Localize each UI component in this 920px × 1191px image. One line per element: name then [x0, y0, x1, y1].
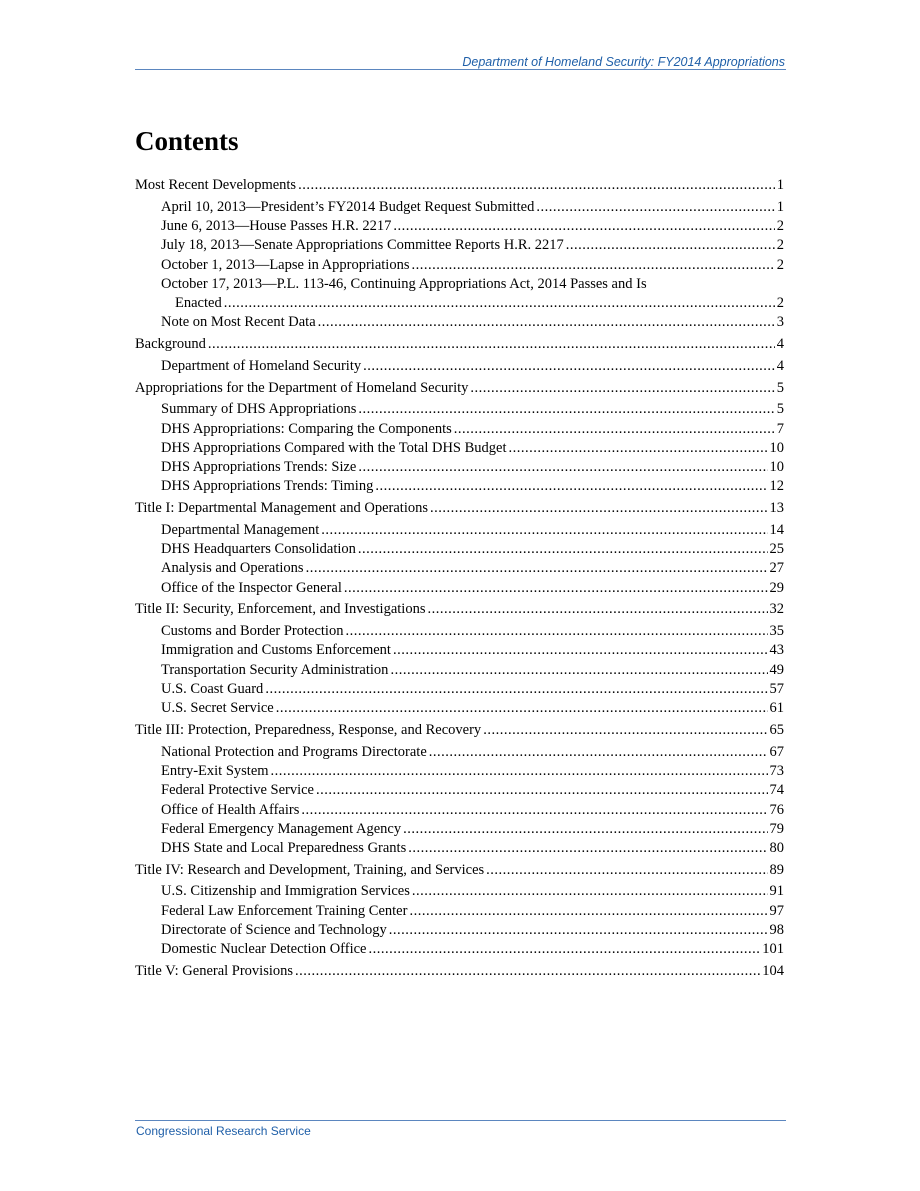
- toc-entry-title-3[interactable]: [135, 721, 784, 740]
- toc-entry-label: DHS Appropriations Compared with the Total DHS Budget: [161, 439, 507, 456]
- toc-entry-label: Office of the Inspector General: [161, 579, 342, 596]
- header-divider: [135, 69, 786, 70]
- toc-entry-label: June 6, 2013—House Passes H.R. 2217: [161, 217, 392, 234]
- dot-leader: [345, 622, 767, 641]
- dot-leader: [271, 762, 768, 781]
- toc-entry-label: Federal Protective Service: [161, 782, 314, 799]
- toc-page-number: 73: [769, 762, 784, 779]
- dot-leader: [509, 439, 768, 458]
- toc-entry-label: Title IV: Research and Development, Training, and Services: [135, 861, 485, 878]
- toc-entry-october-17[interactable]: [135, 294, 784, 313]
- toc-page-number: 7: [776, 420, 784, 437]
- dot-leader: [358, 458, 767, 477]
- running-header: Department of Homeland Security: FY2014 Appropriations: [462, 55, 785, 69]
- toc-entry-preparedness-grants[interactable]: [135, 839, 784, 858]
- toc-page-number: 35: [769, 623, 784, 640]
- toc-entry-nppd[interactable]: [135, 743, 784, 762]
- dot-leader: [265, 680, 767, 699]
- dot-leader: [566, 236, 775, 255]
- table-of-contents: [135, 176, 784, 981]
- toc-entry-april-10[interactable]: [135, 198, 784, 217]
- toc-entry-label: National Protection and Programs Directorate: [161, 743, 427, 760]
- toc-page-number: 5: [776, 379, 784, 396]
- toc-entry-compared-total[interactable]: [135, 439, 784, 458]
- dot-leader: [403, 820, 767, 839]
- dot-leader: [430, 499, 767, 518]
- toc-page-number: 4: [776, 357, 784, 374]
- dot-leader: [298, 176, 775, 195]
- dot-leader: [301, 801, 767, 820]
- dot-leader: [483, 721, 767, 740]
- toc-entry-title-1[interactable]: [135, 499, 784, 518]
- toc-entry-label: Note on Most Recent Data: [161, 314, 316, 331]
- toc-entry-label: Domestic Nuclear Detection Office: [161, 941, 367, 958]
- toc-page-number: 97: [769, 902, 784, 919]
- toc-entry-science-technology[interactable]: [135, 921, 784, 940]
- toc-page-number: 101: [762, 941, 784, 958]
- toc-entry-title-5[interactable]: [135, 962, 784, 981]
- toc-entry-secret-service[interactable]: [135, 699, 784, 718]
- toc-page-number: 4: [776, 336, 784, 353]
- toc-page-number: 5: [776, 401, 784, 418]
- toc-page-number: 25: [769, 541, 784, 558]
- toc-entry-label: DHS Appropriations Trends: Size: [161, 459, 357, 476]
- toc-entry-uscis[interactable]: [135, 882, 784, 901]
- toc-entry-label: Title II: Security, Enforcement, and Investigations: [135, 601, 426, 618]
- toc-page-number: 27: [769, 560, 784, 577]
- toc-entry-label: DHS Appropriations Trends: Timing: [161, 478, 374, 495]
- toc-entry-inspector-general[interactable]: [135, 579, 784, 598]
- toc-page-number: 76: [769, 801, 784, 818]
- toc-page-number: 13: [769, 500, 784, 517]
- toc-page-number: 29: [769, 579, 784, 596]
- toc-entry-fps[interactable]: [135, 781, 784, 800]
- toc-entry-label: Enacted: [175, 295, 222, 312]
- dot-leader: [224, 294, 775, 313]
- toc-page-number: 3: [776, 314, 784, 331]
- toc-entry-tsa[interactable]: [135, 661, 784, 680]
- toc-entry-label: April 10, 2013—President’s FY2014 Budget Request Submitted: [161, 198, 535, 215]
- toc-entry-most-recent-developments[interactable]: [135, 176, 784, 195]
- toc-entry-label: U.S. Coast Guard: [161, 680, 264, 697]
- toc-entry-title-4[interactable]: [135, 861, 784, 880]
- dot-leader: [358, 400, 774, 419]
- dot-leader: [344, 579, 768, 598]
- toc-page-number: 89: [769, 861, 784, 878]
- toc-entry-label: Title V: General Provisions: [135, 963, 294, 980]
- toc-page-number: 14: [769, 521, 784, 538]
- toc-entry-comparing-components[interactable]: [135, 420, 784, 439]
- toc-page-number: 10: [769, 459, 784, 476]
- toc-entry-label: Office of Health Affairs: [161, 801, 300, 818]
- dot-leader: [389, 921, 768, 940]
- toc-entry-label: U.S. Citizenship and Immigration Services: [161, 883, 410, 900]
- toc-entry-label: Federal Law Enforcement Training Center: [161, 902, 408, 919]
- toc-entry-label: Federal Emergency Management Agency: [161, 820, 402, 837]
- toc-entry-label: Analysis and Operations: [161, 560, 304, 577]
- toc-page-number: 104: [762, 963, 784, 980]
- toc-page-number: 57: [769, 680, 784, 697]
- dot-leader: [208, 335, 775, 354]
- toc-entry-label: Most Recent Developments: [135, 177, 297, 193]
- toc-page-number: 2: [776, 295, 784, 312]
- dot-leader: [390, 661, 767, 680]
- toc-entry-label: Background: [135, 336, 206, 353]
- dot-leader: [306, 559, 768, 578]
- toc-entry-entry-exit[interactable]: [135, 762, 784, 781]
- toc-page-number: 74: [769, 782, 784, 799]
- toc-entry-label: DHS Headquarters Consolidation: [161, 541, 356, 558]
- toc-entry-departmental-management[interactable]: [135, 521, 784, 540]
- toc-entry-health-affairs[interactable]: [135, 801, 784, 820]
- toc-entry-label: DHS State and Local Preparedness Grants: [161, 840, 407, 857]
- toc-entry-label: Transportation Security Administration: [161, 661, 389, 678]
- dot-leader: [375, 477, 767, 496]
- dot-leader: [393, 217, 774, 236]
- toc-entry-label: Customs and Border Protection: [161, 623, 344, 640]
- toc-page-number: 49: [769, 661, 784, 678]
- dot-leader: [321, 521, 767, 540]
- dot-leader: [470, 379, 774, 398]
- toc-entry-note-on-data[interactable]: [135, 313, 784, 332]
- toc-entry-analysis-operations[interactable]: [135, 559, 784, 578]
- toc-entry-dndo[interactable]: [135, 940, 784, 959]
- toc-page-number: 98: [769, 922, 784, 939]
- dot-leader: [295, 962, 760, 981]
- toc-entry-fletc[interactable]: [135, 902, 784, 921]
- footer-divider: [135, 1120, 786, 1121]
- toc-entry-label: Title III: Protection, Preparedness, Response, and Recovery: [135, 721, 482, 738]
- toc-entry-october-17-line1[interactable]: October 17, 2013—P.L. 113-46, Continuing Appropriations Act, 2014 Passes and Is: [161, 275, 647, 292]
- toc-entry-label: Appropriations for the Department of Homeland Security: [135, 379, 469, 396]
- dot-leader: [486, 861, 767, 880]
- dot-leader: [363, 357, 775, 376]
- toc-entry-october-1[interactable]: [135, 256, 784, 275]
- toc-entry-trends-timing[interactable]: [135, 477, 784, 496]
- dot-leader: [427, 600, 767, 619]
- dot-leader: [316, 781, 768, 800]
- toc-entry-label: Departmental Management: [161, 521, 320, 538]
- toc-page-number: 65: [769, 721, 784, 738]
- toc-page-number: 43: [769, 642, 784, 659]
- dot-leader: [368, 940, 760, 959]
- toc-page-number: 2: [776, 256, 784, 273]
- dot-leader: [276, 699, 768, 718]
- toc-entry-june-6[interactable]: [135, 217, 784, 236]
- toc-page-number: 1: [776, 198, 784, 215]
- toc-entry-hq-consolidation[interactable]: [135, 540, 784, 559]
- dot-leader: [409, 902, 767, 921]
- toc-entry-fema[interactable]: [135, 820, 784, 839]
- toc-entry-july-18[interactable]: [135, 236, 784, 255]
- dot-leader: [358, 540, 768, 559]
- page-title: Contents: [135, 126, 239, 156]
- toc-page-number: 61: [769, 700, 784, 717]
- toc-entry-label: U.S. Secret Service: [161, 700, 274, 717]
- dot-leader: [429, 743, 768, 762]
- toc-entry-cbp[interactable]: [135, 622, 784, 641]
- toc-entry-summary[interactable]: [135, 400, 784, 419]
- toc-entry-label: Title I: Departmental Management and Operations: [135, 500, 429, 517]
- toc-entry-label: Entry-Exit System: [161, 762, 269, 779]
- toc-entry-trends-size[interactable]: [135, 458, 784, 477]
- toc-page-number: 80: [769, 840, 784, 857]
- toc-entry-label: DHS Appropriations: Comparing the Components: [161, 420, 452, 437]
- toc-entry-label: October 1, 2013—Lapse in Appropriations: [161, 256, 410, 273]
- toc-entry-label: Directorate of Science and Technology: [161, 922, 387, 939]
- toc-page-number: 2: [776, 217, 784, 234]
- dot-leader: [536, 198, 774, 217]
- toc-page-number: 67: [769, 743, 784, 760]
- toc-page-number: 1: [776, 177, 784, 193]
- toc-entry-label: Department of Homeland Security: [161, 357, 362, 374]
- toc-entry-label: Immigration and Customs Enforcement: [161, 642, 391, 659]
- dot-leader: [454, 420, 775, 439]
- toc-entry-dhs[interactable]: [135, 357, 784, 376]
- toc-entry-label: July 18, 2013—Senate Appropriations Committee Reports H.R. 2217: [161, 237, 564, 254]
- dot-leader: [393, 641, 768, 660]
- toc-page-number: 91: [769, 883, 784, 900]
- toc-page-number: 79: [769, 820, 784, 837]
- dot-leader: [412, 882, 768, 901]
- toc-page-number: 12: [769, 478, 784, 495]
- toc-entry-coast-guard[interactable]: [135, 680, 784, 699]
- toc-entry-appropriations[interactable]: [135, 379, 784, 398]
- dot-leader: [411, 256, 774, 275]
- dot-leader: [408, 839, 767, 858]
- toc-entry-label: Summary of DHS Appropriations: [161, 401, 357, 418]
- toc-entry-title-2[interactable]: [135, 600, 784, 619]
- dot-leader: [318, 313, 775, 332]
- toc-page-number: 32: [769, 601, 784, 618]
- toc-entry-ice[interactable]: [135, 641, 784, 660]
- toc-entry-background[interactable]: [135, 335, 784, 354]
- footer-organization: Congressional Research Service: [136, 1124, 311, 1138]
- toc-page-number: 2: [776, 237, 784, 254]
- toc-page-number: 10: [769, 439, 784, 456]
